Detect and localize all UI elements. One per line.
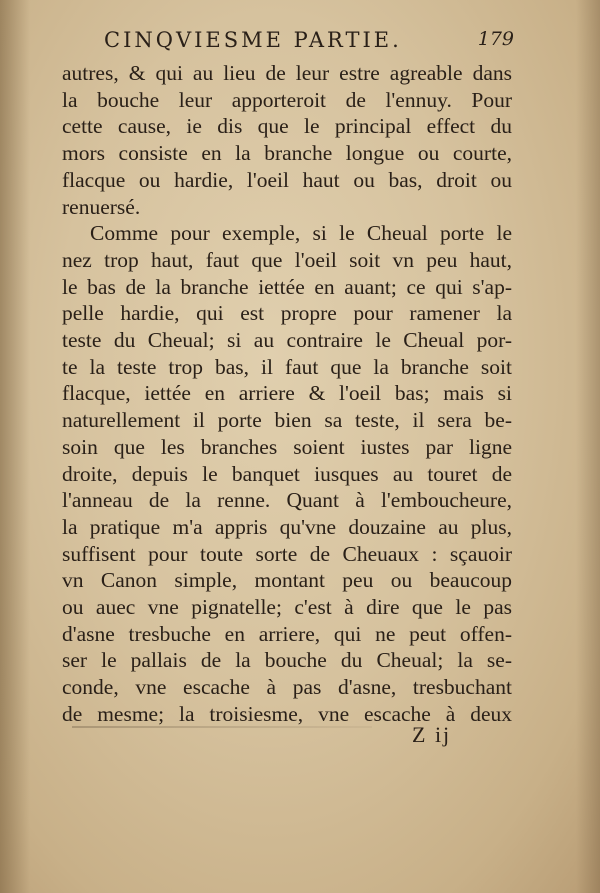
page-number: 179 bbox=[477, 28, 514, 50]
text-line: suffisent pour toute sorte de Cheuaux : sçauoir bbox=[62, 541, 512, 566]
text-line: ser le pallais de la bouche du Cheual; la se- bbox=[62, 648, 512, 673]
text-line: la bouche leur apporteroit de l'ennuy. Pour bbox=[62, 87, 512, 112]
paragraph-start-line: Comme pour exemple, si le Cheual porte le bbox=[90, 221, 512, 246]
text-line: mors consiste en la branche longue ou courte, bbox=[62, 141, 512, 166]
text-line: flacque, iettée en arriere & l'oeil bas; mais si bbox=[62, 381, 512, 406]
text-line: teste du Cheual; si au contraire le Cheual por- bbox=[62, 328, 512, 353]
page-header bbox=[104, 28, 514, 58]
body-text bbox=[62, 60, 512, 728]
text-line: pelle hardie, qui est propre pour ramener la bbox=[62, 301, 512, 326]
text-line: soin que les branches soient iustes par ligne bbox=[62, 434, 512, 459]
text-line: cette cause, ie dis que le principal effect du bbox=[62, 114, 512, 139]
text-line: te la teste trop bas, il faut que la branche soit bbox=[62, 354, 512, 379]
running-head: CINQVIESME PARTIE. bbox=[104, 28, 402, 52]
text-line: droite, depuis le banquet iusques au touret de bbox=[62, 461, 512, 486]
text-line: nez trop haut, faut que l'oeil soit vn peu haut, bbox=[62, 247, 512, 272]
text-line: l'anneau de la renne. Quant à l'embouchеure, bbox=[62, 488, 512, 513]
signature-mark: Z ij bbox=[412, 722, 452, 747]
text-line: naturellement il porte bien sa teste, il sera be- bbox=[62, 408, 512, 433]
text-line: vn Canon simple, montant peu ou beaucoup bbox=[62, 568, 512, 593]
text-line: autres, & qui au lieu de leur estre agreable dans bbox=[62, 61, 512, 85]
ink-smudge bbox=[72, 726, 372, 728]
text-line: d'asne tresbuche en arriere, qui ne peut offen- bbox=[62, 621, 512, 646]
text-line: flacque ou hardie, l'oeil haut ou bas, droit ou bbox=[62, 167, 512, 192]
text-line: de mesme; la troisiesme, vne escache à deux bbox=[62, 701, 512, 726]
text-line: le bas de la branche iettée en auant; ce qui s'ap- bbox=[62, 274, 512, 299]
text-line: renuersé. bbox=[62, 194, 141, 219]
text-line: conde, vne escache à pas d'asne, tresbuchant bbox=[62, 675, 512, 700]
text-line: la pratique m'a appris qu'vne douzaine au plus, bbox=[62, 514, 512, 539]
text-line: ou auec vne pignatelle; c'est à dire que le pas bbox=[62, 595, 512, 620]
